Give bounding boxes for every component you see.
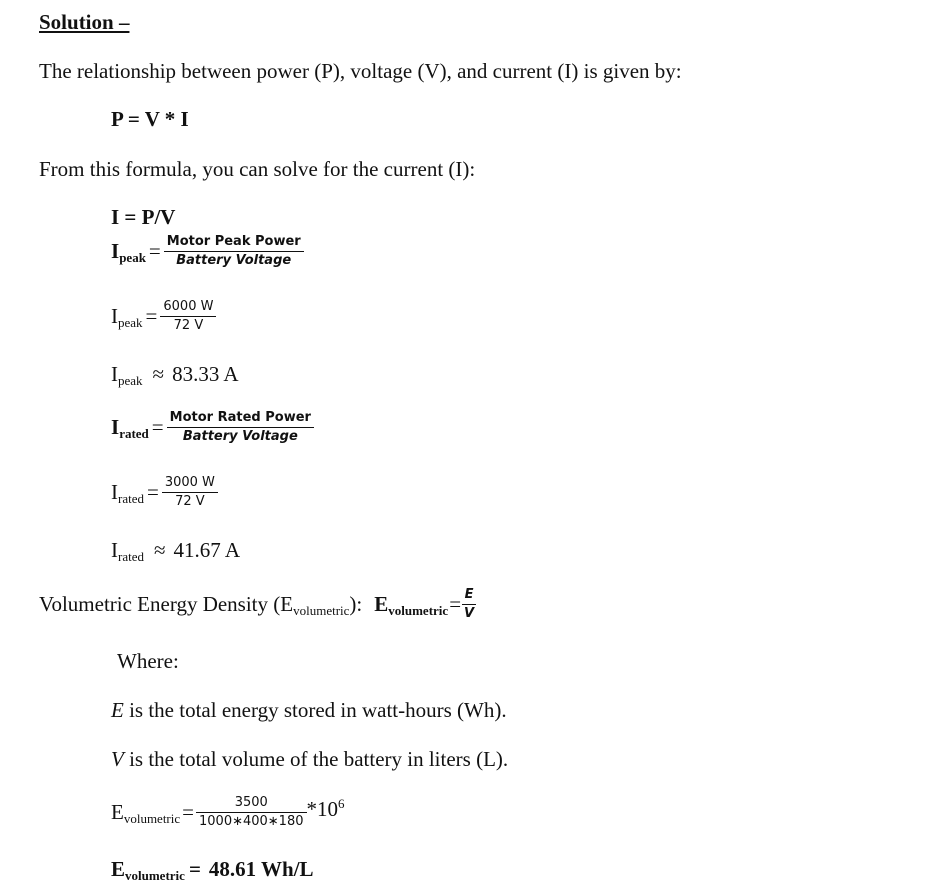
volumetric-label: Volumetric Energy Density $(E_{volumetric})$: [39,592,363,618]
peak-current-result [111,362,239,387]
volumetric-symbol: $E_{volumetric}$ [374,592,449,618]
peak-current-definition [111,233,304,270]
equals-sign: = [449,592,462,616]
peak-denominator: Battery Voltage [176,253,292,268]
volumetric-definition [39,586,476,623]
calc-denominator: 1000∗400∗180 [199,814,304,829]
peak-symbol: $I_{peak}$ [111,239,146,265]
rated-numerator: Motor Rated Power [169,410,311,425]
volumetric-denominator: V [464,606,475,621]
volumetric-calc-fraction [196,794,307,831]
volumetric-fraction [462,586,476,623]
intro-text: The relationship between power (P), voltage (V), and current (I) is given by: [39,59,682,83]
power-formula: P = V * I [111,107,189,131]
rated-fraction [167,409,314,446]
approx-sign: ≈ [152,362,165,386]
rated-symbol-3: $I_{rated}$ [111,538,144,564]
energy-description: E is the total energy stored in watt-hours (Wh). [111,698,507,722]
volumetric-result-value: 48.61 Wh/L [208,857,314,881]
calc-multiplier: $*10^6$ [306,796,345,821]
approx-sign: ≈ [153,538,166,562]
volume-description: V is the total volume of the battery in liters (L). [111,747,509,771]
peak-numerator: Motor Peak Power [166,234,301,249]
rated-symbol-2: $I_{rated}$ [111,480,144,506]
equals-sign: = [151,415,164,439]
rated-value-fraction [162,474,218,511]
volumetric-symbol-3: $E_{volumetric}$ [111,857,185,883]
volumetric-result [111,857,314,882]
peak-fraction [164,233,304,270]
peak-denominator-value: 72 V [173,318,204,333]
peak-symbol-2: $I_{peak}$ [111,304,143,330]
rated-result-value: 41.67 A [173,538,241,562]
calc-numerator: 3500 [234,795,268,810]
rated-symbol: $I_{rated}$ [111,415,149,441]
equals-sign: = [148,239,161,263]
equals-sign: = [182,800,194,824]
solve-text: From this formula, you can solve for the current (I): [39,157,476,181]
volumetric-calculation [111,794,345,831]
rated-denominator: Battery Voltage [182,429,298,444]
peak-result-value: 83.33 A [172,362,239,386]
current-formula: I = P/V [111,205,176,229]
solution-heading: Solution – [39,10,130,34]
equals-sign: = [188,857,201,881]
rated-denominator-value: 72 V [175,494,205,509]
peak-value-fraction [160,298,216,335]
peak-numerator-value: 6000 W [163,299,214,314]
volumetric-numerator: E [464,587,474,602]
rated-current-result [111,538,240,563]
volumetric-symbol-2: $E_{volumetric}$ [111,800,181,826]
equals-sign: = [146,480,159,504]
rated-numerator-value: 3000 W [164,475,215,490]
rated-current-definition [111,409,314,446]
where-label: Where: [117,649,179,673]
peak-symbol-3: $I_{peak}$ [111,362,143,388]
peak-current-values [111,298,216,335]
rated-current-values [111,474,218,511]
equals-sign: = [145,304,158,328]
